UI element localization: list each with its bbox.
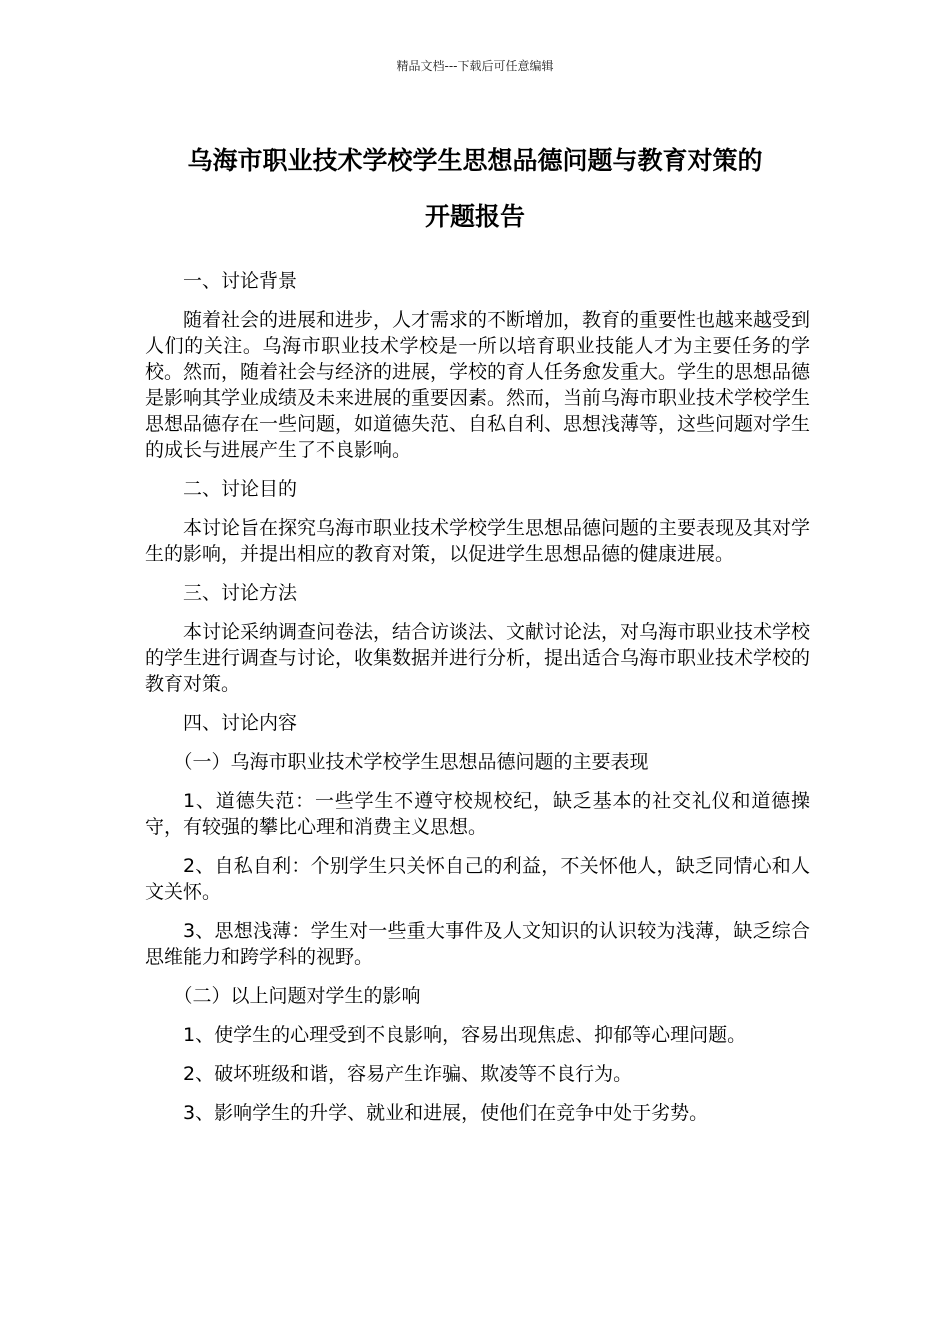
document-title-line-2: 开题报告: [424, 202, 525, 231]
list-item-problem-3: 3、思想浅薄：学生对一些重大事件及人文知识的认识较为浅薄，缺乏综合思维能力和跨学科的视野。: [145, 920, 810, 968]
section-heading-purpose: 二、讨论目的: [183, 478, 298, 500]
list-item-effect-2: 2、破坏班级和谐，容易产生诈骗、欺凌等不良行为。: [183, 1063, 633, 1085]
document-body: [145, 268, 810, 1139]
section-heading-content: 四、讨论内容: [183, 712, 298, 734]
list-item-problem-2: 2、自私自利：个别学生只关怀自己的利益，不关怀他人，缺乏同情心和人文关怀。: [145, 855, 810, 903]
header-note: 精品文档---下载后可任意编辑: [396, 59, 554, 73]
document-title-line-1: 乌海市职业技术学校学生思想品德问题与教育对策的: [187, 146, 763, 175]
paragraph-method: 本讨论采纳调查问卷法，结合访谈法、文献讨论法，对乌海市职业技术学校的学生进行调查与讨论，收集数据并进行分析，提出适合乌海市职业技术学校的教育对策。: [145, 621, 811, 695]
paragraph-purpose: 本讨论旨在探究乌海市职业技术学校学生思想品德问题的主要表现及其对学生的影响，并提出相应的教育对策，以促进学生思想品德的健康进展。: [145, 517, 811, 565]
sub-heading-problems: （一）乌海市职业技术学校学生思想品德问题的主要表现: [173, 751, 649, 773]
section-heading-background: 一、讨论背景: [183, 270, 298, 292]
list-item-effect-1: 1、使学生的心理受到不良影响，容易出现焦虑、抑郁等心理问题。: [183, 1024, 747, 1046]
list-item-effect-3: 3、影响学生的升学、就业和进展，使他们在竞争中处于劣势。: [183, 1102, 709, 1124]
paragraph-background: 随着社会的进展和进步，人才需求的不断增加，教育的重要性也越来越受到人们的关注。乌海市职业技术学校是一所以培育职业技能人才为主要任务的学校。然而，随着社会与经济的进展，学校的育人任务愈发重大。学生的思想品德是影响其学业成绩及未来进展的重要因素。然而，当前乌海市职业技术学校学生思想品德存在一些问题，如道德失范、自私自利、思想浅薄等，这些问题对学生的成长与进展产生了不良影响。: [145, 309, 811, 461]
list-item-problem-1: 1、道德失范：一些学生不遵守校规校纪，缺乏基本的社交礼仪和道德操守，有较强的攀比心理和消费主义思想。: [145, 790, 810, 838]
sub-heading-effects: （二）以上问题对学生的影响: [173, 985, 421, 1007]
section-heading-method: 三、讨论方法: [183, 582, 298, 604]
document-title: [120, 133, 830, 245]
